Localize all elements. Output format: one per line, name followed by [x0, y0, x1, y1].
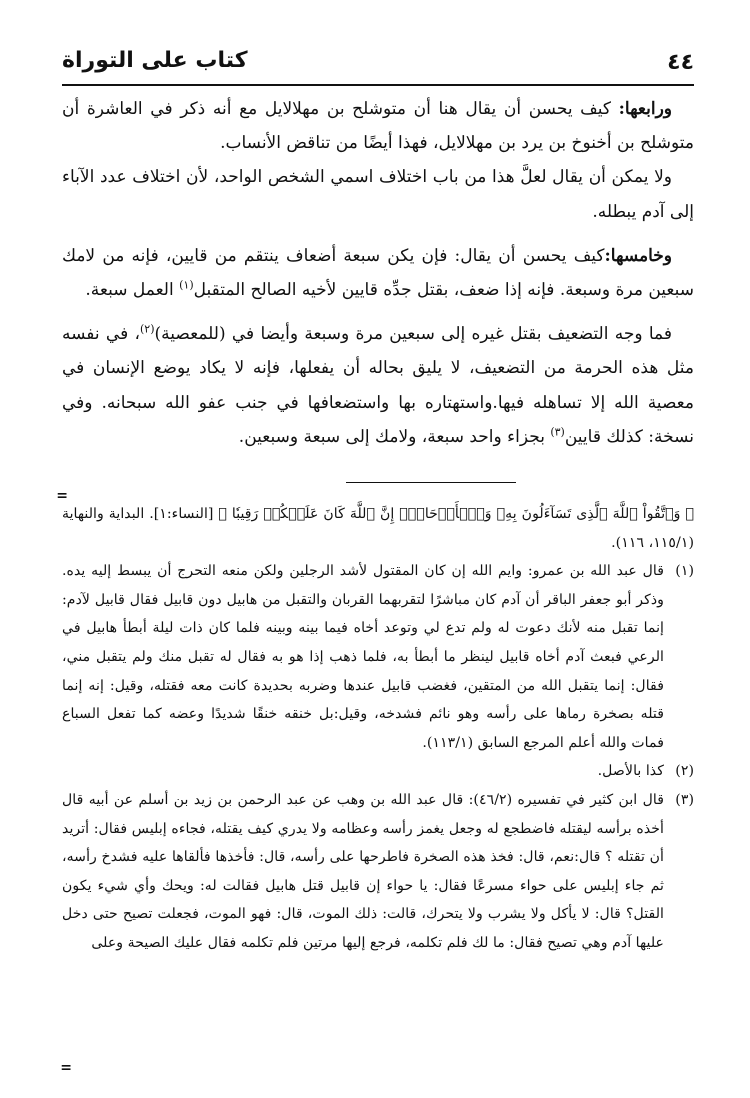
footnote-text: قال ابن كثير في تفسيره (٤٦/٢): قال عبد الله بن وهب عن عبد الرحمن بن زيد بن أسلم عن أبيه قال أخذه برأسه ليقتله فاضطجع له وجعل يغمز رأسه وعظامه ولا يدري كيف يقتله، فجاءه إبليس فقال: أتريد أن تقتله ؟ قال:نعم، قال: فخذ هذه الصخرة فاطرحها على رأسه، قال: فأخذها فألقاها عليه فشدخ رأسه، ثم جاء إبليس على حواء مسرعًا فقال: يا حواء إن قابيل قتل هابيل فقالت له: ويحك وأي شيء يكون القتل؟ قال: لا يأكل ولا يشرب ولا يتحرك، قالت: ذلك الموت، قال: فهو الموت، فجعلت تصيح حتى دخل عليها آدم وهي تصيح فقال: ما لك فلم تكلمه، فرجع إليها مرتين فلم تكلمه فقال عليك الصيحة وعلى [62, 791, 664, 951]
footnote-3 [62, 786, 694, 958]
footnote-ref[interactable]: (٣) [550, 425, 565, 439]
paragraph-lead: وخامسها: [604, 245, 672, 266]
paragraph-lead: ورابعها: [618, 99, 672, 119]
continuation-mark-bottom: = [60, 1060, 72, 1076]
paragraph-multiplication [62, 317, 694, 454]
paragraph-text: كيف يحسن أن يقال هنا أن متوشلح بن مهلالايل مع أنه ذكر في العاشرة أن متوشلح بن أخنوخ بن يرد بن مهلالايل، فهذا أيضًا من تناقض الأنساب. [62, 99, 694, 154]
footnote-continuation [62, 500, 694, 557]
footnote-number: (٢) [675, 763, 694, 780]
paragraph-text: العمل سبعة. [85, 280, 180, 301]
footnote-number: (١) [675, 563, 694, 580]
header-rule [62, 84, 694, 86]
paragraph-text: كيف يحسن أن يقال: فإن يكن سبعة أضعاف ينتقم من قايين، فإنه من لامك سبعين مرة وسبعة. فإنه إذا ضعف، بقتل جدِّه قايين لأخيه الصالح المتقبل [62, 245, 694, 301]
footnote-text: قال عبد الله بن عمرو: وايم الله إن كان المقتول لأشد الرجلين ولكن منعه التحرج أن يبسط إليه يده. وذكر أبو جعفر الباقر أن آدم كان مباشرًا لتقربهما القربان والتقبل من هابيل دون قابيل فقال قابيل لآدم: إنما تقبل منه لأنك دعوت له ولم تدع لي وتوعد أخاه فيما بينه وبينه فلما كان ذات ليلة أبطأ هابيل في الرعي فبعث آدم أخاه قابيل لينظر ما أبطأ به، فلما ذهب إذا هو به فقال له تقبل منك ولم يتقبل مني، فقال: إنما يتقبل الله من المتقين، فغضب قابيل عندها وضربه بحديدة كانت معه فقتله، وقيل: إنه إنما قتله بصخرة رماها على رأسه وهو نائم فشدخه، وقيل:بل خنقه خنقًا شديدًا وعضه كما تفعل السباع فمات والله أعلم المرجع السابق (١١٣/١). [62, 563, 664, 751]
page-header [62, 48, 694, 84]
book-title: كتاب على التوراة [62, 48, 248, 73]
footnote-ref[interactable]: (٢) [139, 322, 155, 336]
footnotes [62, 500, 694, 958]
main-text [62, 92, 694, 454]
footnote-2 [62, 757, 694, 786]
continuation-mark: = [56, 488, 68, 504]
paragraph-text: بجزاء واحد سبعة، ولامك إلى سبعة وسبعين. [238, 426, 551, 447]
footnote-ref[interactable]: (١) [179, 278, 194, 292]
footnote-text: كذا بالأصل. [597, 763, 664, 780]
paragraph-fifth [62, 239, 694, 307]
paragraph-text: ولا يمكن أن يقال لعلَّ هذا من باب اختلاف اسمي الشخص الواحد، لأن اختلاف عدد الآباء إلى آدم يبطله. [62, 167, 694, 222]
paragraph-text: ، في نفسه مثل هذه الحرمة من التضعيف، لا يليق بحاله أن يفعلها، فإنه لا يكاد يوضع الإنسان في معصية الله إلا تساهله فيها.واستهتاره بها واستضعافها في جنب عفو الله سبحانه. وفي نسخة: كذلك قايين [62, 324, 694, 447]
footnote-1 [62, 557, 694, 757]
paragraph-fourth [62, 92, 694, 160]
page-number: ٤٤ [667, 50, 694, 75]
paragraph-objection [62, 160, 694, 228]
quran-verse: وَٱتَّقُواْ ٱللَّهَ ٱلَّذِى تَسَآءَلُونَ بِهِۦ وَٱلۡأَرۡحَامَۚ إِنَّ ٱللَّهَ كَانَ عَلَيۡكُمۡ رَقِيبٗا [231, 506, 681, 522]
quran-open: ﴿ [680, 506, 694, 522]
footnote-separator [346, 482, 516, 483]
footnote-text: ﴾ [النساء:١]. البداية والنهاية (١١٥/١، ١١٦). [62, 506, 694, 551]
paragraph-text: فما وجه التضعيف بقتل غيره إلى سبعين مرة وسبعة وأيضا في (للمعصية) [154, 324, 673, 345]
footnote-number: (٣) [675, 791, 694, 808]
